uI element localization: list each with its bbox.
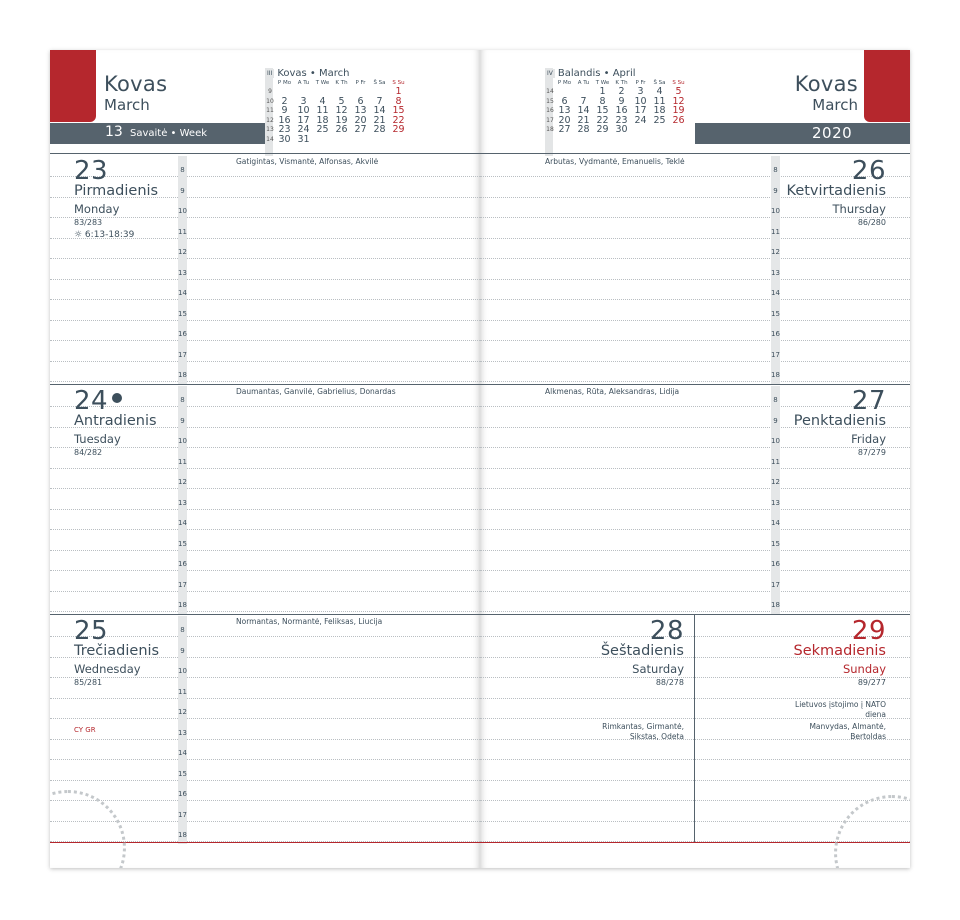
full-moon-icon xyxy=(112,393,122,403)
holiday-name: diena xyxy=(865,710,886,719)
calendar-day xyxy=(370,135,389,145)
decorative-arc xyxy=(834,795,910,868)
writing-line xyxy=(50,320,480,321)
header-rule xyxy=(50,153,480,154)
hour-label: 13 xyxy=(771,498,780,507)
calendar-day: 19 xyxy=(335,114,348,126)
day-number: 29 xyxy=(851,616,886,646)
hour-label: 15 xyxy=(771,539,780,548)
hour-label: 18 xyxy=(178,371,187,379)
writing-line xyxy=(480,800,910,801)
day-name-en: Wednesday xyxy=(74,662,141,676)
month-subtitle: March xyxy=(104,96,150,114)
writing-line xyxy=(480,238,910,239)
calendar-day xyxy=(389,135,408,145)
calendar-day: 18 xyxy=(653,105,666,117)
hour-label: 12 xyxy=(178,708,187,716)
day-number xyxy=(74,386,122,416)
calendar-day: 7 xyxy=(580,95,587,107)
writing-line xyxy=(50,381,480,382)
calendar-day: 6 xyxy=(357,95,364,107)
day-number-text: 25 xyxy=(74,616,109,646)
calendar-day: 3 xyxy=(300,95,307,107)
calendar-day: 28 xyxy=(373,124,386,136)
weekday-header: S Su xyxy=(672,80,685,86)
hour-label: 18 xyxy=(771,371,780,379)
writing-line xyxy=(480,447,910,448)
writing-line xyxy=(50,800,480,801)
calendar-day: 24 xyxy=(634,114,647,126)
calendar-day: 9 xyxy=(281,105,288,117)
calendar-day xyxy=(351,135,370,145)
hour-label: 15 xyxy=(771,309,780,318)
hour-label: 11 xyxy=(771,457,780,466)
calendar-day: 31 xyxy=(297,133,310,145)
week-number: 13 xyxy=(266,126,274,134)
writing-line xyxy=(50,550,480,551)
calendar-day: 2 xyxy=(618,86,625,97)
writing-line xyxy=(50,488,480,489)
writing-line xyxy=(50,509,480,510)
weekday-header: K Th xyxy=(335,80,348,86)
writing-line xyxy=(50,780,480,781)
writing-line xyxy=(50,529,480,530)
mini-calendar-march xyxy=(265,68,415,156)
calendar-day: 5 xyxy=(675,86,682,97)
writing-line xyxy=(480,299,910,300)
day-number xyxy=(74,616,108,646)
hour-label: 9 xyxy=(773,416,778,425)
hour-label: 11 xyxy=(178,687,187,696)
hour-label: 18 xyxy=(178,601,187,609)
day-number: 26 xyxy=(851,156,886,186)
writing-line xyxy=(50,611,480,612)
calendar-day: 29 xyxy=(392,124,405,136)
hour-label: 11 xyxy=(771,227,780,236)
hour-label: 9 xyxy=(180,646,185,655)
calendar-day: 26 xyxy=(335,124,348,136)
writing-line xyxy=(480,718,910,719)
day-name-en: Tuesday xyxy=(74,432,121,446)
weekday-header: P Mo xyxy=(277,80,292,86)
calendar-day: 1 xyxy=(395,86,402,97)
calendar-day: 14 xyxy=(373,105,386,117)
writing-line xyxy=(480,279,910,280)
writing-line xyxy=(480,406,910,407)
header-rule xyxy=(480,153,910,154)
calendar-day: 17 xyxy=(297,114,310,126)
calendar-day: 21 xyxy=(577,114,590,126)
calendar-day: 16 xyxy=(615,105,628,117)
week-number: 16 xyxy=(546,107,554,115)
calendar-day: 22 xyxy=(392,114,405,126)
hour-label: 12 xyxy=(178,248,187,256)
weekday-header: A Tu xyxy=(577,80,590,86)
weekday-header: P Mo xyxy=(557,80,572,86)
calendar-day xyxy=(332,135,351,145)
writing-line xyxy=(50,176,480,177)
calendar-day: 15 xyxy=(392,105,405,117)
day-number xyxy=(74,156,108,186)
hour-label: 11 xyxy=(178,227,187,236)
writing-line xyxy=(480,217,910,218)
day-name: Antradienis xyxy=(74,413,157,429)
week-number: 9 xyxy=(268,88,272,95)
hour-label: 14 xyxy=(178,749,187,757)
calendar-day: 19 xyxy=(672,105,685,117)
mini-calendar-roman: III xyxy=(267,69,273,77)
day-separator xyxy=(480,614,910,615)
writing-line xyxy=(480,381,910,382)
calendar-day: 23 xyxy=(615,114,628,126)
name-days: Gatigintas, Vismantė, Alfonsas, Akvilė xyxy=(236,157,379,166)
hour-label: 17 xyxy=(771,350,780,359)
day-name-en: Sunday xyxy=(842,662,886,676)
country-note: CY GR xyxy=(74,726,96,734)
writing-line xyxy=(50,570,480,571)
hour-label: 12 xyxy=(178,478,187,486)
day-count: 88/278 xyxy=(655,678,684,687)
hour-label: 8 xyxy=(773,166,778,174)
day-name-en: Saturday xyxy=(632,662,684,676)
day-name: Šeštadienis xyxy=(600,643,684,659)
hour-label: 14 xyxy=(178,289,187,297)
day-name: Pirmadienis xyxy=(74,183,159,199)
hour-label: 16 xyxy=(178,560,187,568)
calendar-day: 13 xyxy=(558,105,571,117)
calendar-day: 9 xyxy=(618,95,625,107)
month-tab xyxy=(864,50,910,122)
weekday-header: K Th xyxy=(615,80,628,86)
calendar-day: 18 xyxy=(316,114,329,126)
day-name: Sekmadienis xyxy=(793,643,886,659)
hour-label: 17 xyxy=(771,580,780,589)
hour-label: 18 xyxy=(178,831,187,839)
mini-calendar-april xyxy=(545,68,695,156)
writing-line xyxy=(480,488,910,489)
calendar-day: 12 xyxy=(335,105,348,117)
day-count: 87/279 xyxy=(857,448,886,457)
writing-line xyxy=(480,780,910,781)
year-label: 2020 xyxy=(812,124,853,142)
mini-calendar-grid xyxy=(265,80,408,145)
day-name: Penktadienis xyxy=(793,413,886,429)
writing-line xyxy=(480,591,910,592)
writing-line xyxy=(50,299,480,300)
writing-line xyxy=(480,509,910,510)
hour-label: 9 xyxy=(180,186,185,195)
hour-label: 15 xyxy=(178,309,187,318)
hour-label: 10 xyxy=(178,207,187,215)
writing-line xyxy=(480,739,910,740)
writing-line xyxy=(50,447,480,448)
calendar-day: 12 xyxy=(672,95,685,107)
calendar-day: 20 xyxy=(558,114,571,126)
hour-label: 10 xyxy=(771,207,780,215)
writing-line xyxy=(480,698,910,699)
calendar-day: 26 xyxy=(672,114,685,126)
name-days: Bertoldas xyxy=(850,732,886,741)
hour-label: 14 xyxy=(178,519,187,527)
day-number-text: 24 xyxy=(74,386,109,416)
week-number: 14 xyxy=(266,135,274,143)
mini-calendar-title: Balandis • April xyxy=(557,68,636,79)
writing-line xyxy=(50,361,480,362)
calendar-day: 16 xyxy=(278,114,291,126)
writing-line xyxy=(50,677,480,678)
hour-label: 14 xyxy=(771,289,780,297)
weekday-header: P Fr xyxy=(355,80,366,86)
year-bar xyxy=(694,123,910,144)
writing-line xyxy=(50,718,480,719)
calendar-day: 8 xyxy=(395,95,402,107)
month-tab xyxy=(50,50,96,122)
hour-label: 13 xyxy=(178,498,187,507)
hour-label: 15 xyxy=(178,769,187,778)
writing-line xyxy=(50,759,480,760)
calendar-day: 28 xyxy=(577,124,590,136)
writing-line xyxy=(480,759,910,760)
month-title: Kovas xyxy=(794,72,858,96)
writing-line xyxy=(480,340,910,341)
writing-line xyxy=(480,636,910,637)
hour-label: 8 xyxy=(180,396,185,404)
calendar-day: 25 xyxy=(653,114,666,126)
calendar-day: 15 xyxy=(596,105,609,117)
hour-label: 17 xyxy=(178,350,187,359)
hour-label: 11 xyxy=(178,457,187,466)
hour-label: 13 xyxy=(178,268,187,277)
hour-label: 9 xyxy=(180,416,185,425)
day-name: Ketvirtadienis xyxy=(786,183,886,199)
calendar-day xyxy=(669,125,688,135)
name-days: Daumantas, Ganvilė, Gabrielius, Donardas xyxy=(236,387,396,396)
weekend-divider xyxy=(694,615,695,843)
hour-label: 8 xyxy=(773,396,778,404)
week-bar xyxy=(50,123,267,144)
hour-label: 10 xyxy=(771,437,780,445)
calendar-day: 1 xyxy=(599,86,606,97)
calendar-day xyxy=(313,135,332,145)
holiday-name: Lietuvos įstojimo į NATO xyxy=(795,700,886,709)
hour-label: 10 xyxy=(178,437,187,445)
writing-line xyxy=(480,361,910,362)
day-name-en: Thursday xyxy=(832,202,886,216)
calendar-day: 20 xyxy=(354,114,367,126)
writing-line xyxy=(480,176,910,177)
calendar-day: 30 xyxy=(615,124,628,136)
hour-label: 9 xyxy=(773,186,778,195)
weekday-header: S Su xyxy=(392,80,405,86)
hour-label: 8 xyxy=(180,626,185,634)
week-number: 14 xyxy=(546,88,554,95)
mini-calendar-title: Kovas • March xyxy=(277,68,350,79)
writing-line xyxy=(480,550,910,551)
day-number-text: 23 xyxy=(74,156,109,186)
hour-label: 16 xyxy=(178,790,187,798)
day-number: 27 xyxy=(851,386,886,416)
calendar-day: 3 xyxy=(637,86,644,97)
name-days: Rimkantas, Girmantė, xyxy=(602,722,684,731)
calendar-day: 13 xyxy=(354,105,367,117)
writing-line xyxy=(480,258,910,259)
weekday-header: Š Sa xyxy=(653,80,666,86)
day-count: 84/282 xyxy=(74,448,103,457)
calendar-day: 4 xyxy=(656,86,663,97)
writing-line xyxy=(50,698,480,699)
day-name: Trečiadienis xyxy=(74,643,160,659)
mini-calendar-roman: IV xyxy=(547,69,553,77)
week-number: 15 xyxy=(546,97,554,105)
hour-label: 12 xyxy=(771,478,780,486)
writing-line xyxy=(50,739,480,740)
day-separator xyxy=(50,614,480,615)
calendar-day: 10 xyxy=(634,95,647,107)
right-page xyxy=(480,50,910,868)
day-count: 89/277 xyxy=(857,678,886,687)
calendar-day: 7 xyxy=(376,95,383,107)
weekday-header: Š Sa xyxy=(373,80,386,86)
calendar-day: 6 xyxy=(561,95,568,107)
calendar-day: 10 xyxy=(297,105,310,117)
calendar-day: 8 xyxy=(599,95,606,107)
calendar-day: 24 xyxy=(297,124,310,136)
mini-calendar-grid xyxy=(545,80,688,135)
week-number: 17 xyxy=(546,116,554,124)
week-number: 10 xyxy=(266,97,274,105)
day-count: 85/281 xyxy=(74,678,103,687)
calendar-day: 11 xyxy=(316,105,329,117)
day-name-en: Friday xyxy=(851,432,886,446)
day-count: 86/280 xyxy=(857,218,886,227)
writing-line xyxy=(50,217,480,218)
writing-line xyxy=(50,340,480,341)
calendar-day: 30 xyxy=(278,133,291,145)
month-subtitle: March xyxy=(812,96,858,114)
writing-line xyxy=(480,611,910,612)
calendar-day: 14 xyxy=(577,105,590,117)
week-number: 13 xyxy=(105,124,123,140)
calendar-day: 21 xyxy=(373,114,386,126)
calendar-day: 22 xyxy=(596,114,609,126)
name-days: Normantas, Normantė, Feliksas, Liucija xyxy=(236,617,383,626)
writing-line xyxy=(480,677,910,678)
name-days: Manvydas, Almantė, xyxy=(809,722,886,731)
writing-line xyxy=(50,258,480,259)
calendar-day xyxy=(650,125,669,135)
hour-label: 10 xyxy=(178,667,187,675)
day-name-en: Monday xyxy=(74,202,120,216)
writing-line xyxy=(50,468,480,469)
decorative-arc xyxy=(50,790,126,868)
hour-label: 18 xyxy=(771,601,780,609)
writing-line xyxy=(480,320,910,321)
month-title: Kovas xyxy=(104,72,168,96)
week-number: 11 xyxy=(266,107,274,115)
writing-line xyxy=(480,529,910,530)
day-separator xyxy=(50,384,480,385)
calendar-day: 2 xyxy=(281,95,288,107)
name-days: Sikstas, Odeta xyxy=(629,732,684,741)
weekday-header: T We xyxy=(595,80,610,86)
calendar-day: 11 xyxy=(653,95,666,107)
weekday-header: P Fr xyxy=(635,80,646,86)
calendar-day: 27 xyxy=(558,124,571,136)
weekday-header: A Tu xyxy=(297,80,310,86)
weekday-header: T We xyxy=(315,80,330,86)
hour-label: 14 xyxy=(771,519,780,527)
hour-label: 17 xyxy=(178,810,187,819)
day-count: 83/283 xyxy=(74,218,103,227)
hour-label: 17 xyxy=(178,580,187,589)
calendar-day xyxy=(631,125,650,135)
hour-label: 12 xyxy=(771,248,780,256)
writing-line xyxy=(50,591,480,592)
week-number: 12 xyxy=(266,116,274,124)
hour-label: 13 xyxy=(178,728,187,737)
calendar-day: 17 xyxy=(634,105,647,117)
week-label: Savaitė • Week xyxy=(130,128,208,139)
writing-line xyxy=(50,279,480,280)
hour-label: 16 xyxy=(771,560,780,568)
hour-label: 8 xyxy=(180,166,185,174)
writing-line xyxy=(50,636,480,637)
calendar-day: 5 xyxy=(338,95,345,107)
name-days: Arbutas, Vydmantė, Emanuelis, Teklė xyxy=(545,157,685,166)
calendar-day: 25 xyxy=(316,124,329,136)
hour-label: 16 xyxy=(178,330,187,338)
calendar-day: 27 xyxy=(354,124,367,136)
hour-label: 16 xyxy=(771,330,780,338)
calendar-day: 29 xyxy=(596,124,609,136)
day-separator xyxy=(480,384,910,385)
sun-times: ☼ 6:13-18:39 xyxy=(74,230,135,240)
day-number: 28 xyxy=(649,616,684,646)
calendar-day: 4 xyxy=(319,95,326,107)
hour-label: 15 xyxy=(178,539,187,548)
left-page xyxy=(50,50,480,868)
calendar-day: 23 xyxy=(278,124,291,136)
name-days: Alkmenas, Rūta, Aleksandras, Lidija xyxy=(545,387,680,396)
hour-label: 13 xyxy=(771,268,780,277)
writing-line xyxy=(480,570,910,571)
week-number: 18 xyxy=(546,126,554,134)
writing-line xyxy=(480,468,910,469)
